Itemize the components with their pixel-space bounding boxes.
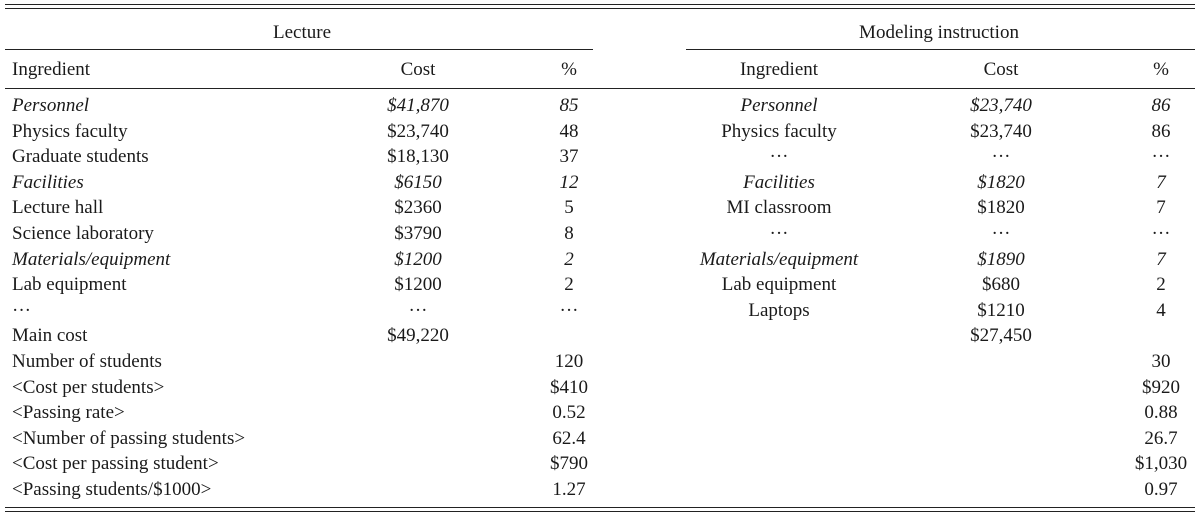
lecture-row-2-cost: $18,130 <box>387 146 449 168</box>
lecture-row-15-pct: 1.27 <box>552 479 586 500</box>
modeling-row-6-ingredient: Materials/equipment <box>699 248 859 270</box>
lecture-row-3-pct: 12 <box>559 171 579 193</box>
modeling-row-12-pct: 0.88 <box>1144 402 1178 424</box>
lecture-row-11-ingredient: <Cost per students> <box>12 376 165 398</box>
modeling-row-0-cost: $23,740 <box>970 95 1032 116</box>
lecture-row-6-ingredient: Materials/equipment <box>12 248 171 270</box>
modeling-row-13-pct: 26.7 <box>1144 427 1178 449</box>
bottom-rule <box>5 507 1195 508</box>
lecture-row-15-ingredient: <Passing students/$1000> <box>12 479 212 500</box>
modeling-row-6-pct: 7 <box>1156 248 1166 270</box>
modeling-row-5-cost: ··· <box>991 223 1011 244</box>
modeling-col-ingredient: Ingredient <box>739 59 819 80</box>
lecture-row-6-cost: $1200 <box>394 248 442 270</box>
lecture-row-8-pct: ··· <box>559 299 579 321</box>
lecture-row-5-ingredient: Science laboratory <box>12 223 154 244</box>
modeling-row-15-pct: 0.97 <box>1144 479 1178 500</box>
modeling-heading: Modeling instruction <box>859 22 1019 43</box>
lecture-row-8-cost: ··· <box>408 299 428 321</box>
modeling-row-4-pct: 7 <box>1156 197 1166 219</box>
modeling-row-11-pct: $920 <box>1142 376 1180 398</box>
lecture-heading: Lecture <box>272 22 332 43</box>
lecture-row-4-ingredient: Lecture hall <box>12 197 104 219</box>
lecture-row-2-ingredient: Graduate students <box>12 146 149 168</box>
top-rule <box>5 4 1195 5</box>
modeling-row-10-pct: 30 <box>1151 351 1171 372</box>
lecture-heading-rule <box>5 49 593 50</box>
lecture-row-12-pct: 0.52 <box>552 402 586 424</box>
modeling-row-2-cost: ··· <box>991 146 1011 168</box>
modeling-heading-rule <box>686 49 1195 50</box>
lecture-row-14-pct: $790 <box>550 453 588 475</box>
modeling-row-9-cost: $27,450 <box>970 325 1032 347</box>
lecture-row-10-ingredient: Number of students <box>12 351 162 372</box>
header-rule <box>5 88 1195 89</box>
lecture-row-0-cost: $41,870 <box>387 95 449 116</box>
modeling-col-pct: % <box>1153 59 1169 80</box>
lecture-col-pct: % <box>561 59 577 80</box>
lecture-row-7-ingredient: Lab equipment <box>12 274 127 296</box>
modeling-row-1-cost: $23,740 <box>970 120 1032 142</box>
modeling-row-4-cost: $1820 <box>977 197 1025 219</box>
modeling-row-7-pct: 2 <box>1156 274 1166 296</box>
lecture-row-5-pct: 8 <box>564 223 574 244</box>
lecture-row-3-ingredient: Facilities <box>12 171 84 193</box>
modeling-row-7-ingredient: Lab equipment <box>721 274 837 296</box>
modeling-row-0-pct: 86 <box>1151 95 1171 116</box>
lecture-row-5-cost: $3790 <box>394 223 442 244</box>
modeling-row-8-cost: $1210 <box>977 299 1025 321</box>
lecture-row-14-ingredient: <Cost per passing student> <box>12 453 219 475</box>
lecture-row-0-pct: 85 <box>559 95 579 116</box>
modeling-row-14-pct: $1,030 <box>1134 453 1188 475</box>
modeling-row-2-ingredient: ··· <box>769 146 789 168</box>
lecture-col-cost: Cost <box>400 59 436 80</box>
modeling-row-2-pct: ··· <box>1151 146 1171 168</box>
lecture-row-1-ingredient: Physics faculty <box>12 120 128 142</box>
modeling-row-5-ingredient: ··· <box>769 223 789 244</box>
lecture-col-ingredient: Ingredient <box>12 59 91 80</box>
modeling-row-1-pct: 86 <box>1151 120 1171 142</box>
lecture-row-1-cost: $23,740 <box>387 120 449 142</box>
lecture-row-4-cost: $2360 <box>394 197 442 219</box>
lecture-row-3-cost: $6150 <box>394 171 442 193</box>
lecture-row-9-cost: $49,220 <box>387 325 449 347</box>
lecture-row-2-pct: 37 <box>559 146 579 168</box>
lecture-row-12-ingredient: <Passing rate> <box>12 402 125 424</box>
lecture-row-0-ingredient: Personnel <box>12 95 90 116</box>
modeling-row-1-ingredient: Physics faculty <box>721 120 837 142</box>
lecture-row-8-ingredient: ··· <box>12 299 31 321</box>
lecture-row-6-pct: 2 <box>564 248 574 270</box>
lecture-row-7-pct: 2 <box>564 274 574 296</box>
modeling-row-8-pct: 4 <box>1156 299 1166 321</box>
modeling-row-4-ingredient: MI classroom <box>726 197 832 219</box>
lecture-row-1-pct: 48 <box>559 120 579 142</box>
modeling-row-7-cost: $680 <box>982 274 1020 296</box>
modeling-row-3-ingredient: Facilities <box>743 171 815 193</box>
lecture-row-13-pct: 62.4 <box>552 427 586 449</box>
bottom-rule-inner <box>5 511 1195 512</box>
modeling-row-3-pct: 7 <box>1156 171 1166 193</box>
lecture-row-7-cost: $1200 <box>394 274 442 296</box>
lecture-row-11-pct: $410 <box>550 376 588 398</box>
lecture-row-10-pct: 120 <box>554 351 584 372</box>
modeling-row-5-pct: ··· <box>1151 223 1171 244</box>
modeling-row-3-cost: $1820 <box>977 171 1025 193</box>
lecture-row-9-ingredient: Main cost <box>12 325 88 347</box>
modeling-col-cost: Cost <box>983 59 1019 80</box>
modeling-row-0-ingredient: Personnel <box>740 95 818 116</box>
modeling-row-6-cost: $1890 <box>977 248 1025 270</box>
modeling-row-8-ingredient: Laptops <box>748 299 810 321</box>
lecture-row-13-ingredient: <Number of passing students> <box>12 427 246 449</box>
lecture-row-4-pct: 5 <box>564 197 574 219</box>
top-rule-inner <box>5 8 1195 9</box>
